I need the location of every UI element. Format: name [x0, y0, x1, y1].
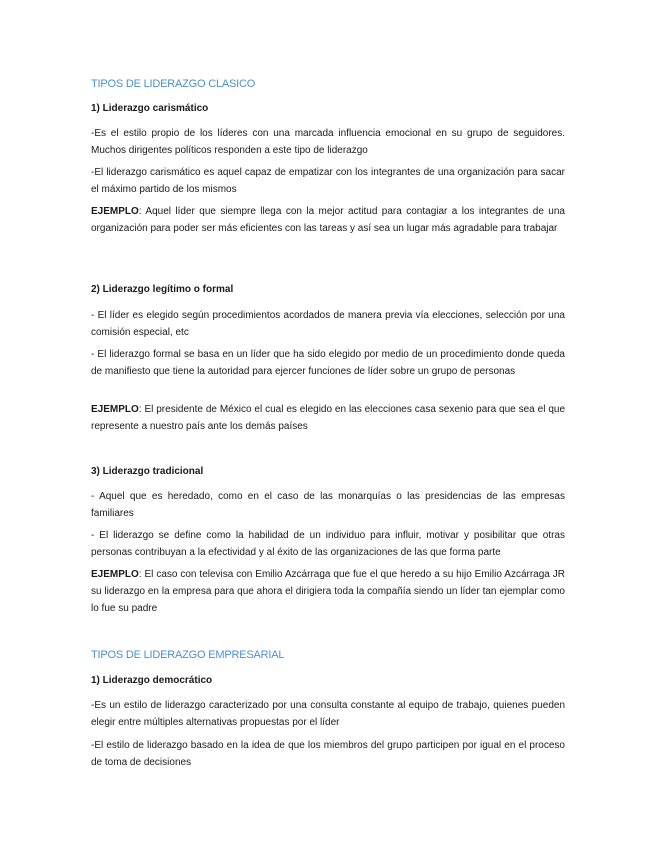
paragraph: - El liderazgo se define como la habilidad de un individuo para influir, motivar y posibilitar que otras personas contribuyan a la efectividad y al éxito de las organizaciones de las que forma parte	[91, 530, 565, 558]
paragraph: - Aquel que es heredado, como en el caso de las monarquías o las presidencias de las empresas familiares	[91, 491, 565, 519]
section-heading-clasico: TIPOS DE LIDERAZGO CLASICO	[91, 78, 256, 90]
example-text: : Aquel líder que siempre llega con la mejor actitud para contagiar a los integrantes de una organización para poder ser más eficientes con las tareas y así sea un lugar más agradable para trabajar	[91, 206, 565, 234]
example-paragraph	[91, 566, 565, 617]
paragraph: - El liderazgo formal se basa en un líder que ha sido elegido por medio de un procedimiento donde queda de manifiesto que tiene la autoridad para ejercer funciones de líder sobre un grupo de personas	[91, 349, 565, 377]
example-label: EJEMPLO	[91, 404, 139, 415]
example-text: : El caso con televisa con Emilio Azcárraga que fue el que heredo a su hijo Emilio Azcárraga JR su liderazgo en la empresa para que ahora el dirigiera toda la compañía siendo un líder tan ejemplar como lo fue su padre	[91, 569, 565, 614]
paragraph: -Es un estilo de liderazgo caracterizado por una consulta constante al equipo de trabajo, quienes pueden elegir entre múltiples alternativas propuestas por el líder	[91, 700, 565, 728]
example-paragraph	[91, 401, 565, 435]
example-text: : El presidente de México el cual es elegido en las elecciones casa sexenio para que sea el que represente a nuestro país ante los demás países	[91, 404, 565, 432]
subheading-carismatico: 1) Liderazgo carismático	[91, 103, 209, 114]
paragraph: -El estilo de liderazgo basado en la idea de que los miembros del grupo participen por igual en el proceso de toma de decisiones	[91, 740, 565, 768]
example-label: EJEMPLO	[91, 569, 139, 580]
subheading-tradicional: 3) Liderazgo tradicional	[91, 466, 204, 477]
paragraph: - El líder es elegido según procedimientos acordados de manera previa vía elecciones, selección por una comisión especial, etc	[91, 310, 565, 338]
example-paragraph	[91, 203, 565, 237]
paragraph: -Es el estilo propio de los líderes con una marcada influencia emocional en su grupo de seguidores. Muchos dirigentes políticos responden a este tipo de liderazgo	[91, 128, 565, 156]
paragraph: -El liderazgo carismático es aquel capaz de empatizar con los integrantes de una organización para sacar el máximo partido de los mismos	[91, 167, 565, 195]
section-heading-empresarial: TIPOS DE LIDERAZGO EMPRESARIAL	[91, 649, 285, 661]
subheading-legitimo: 2) Liderazgo legítimo o formal	[91, 284, 234, 295]
example-label: EJEMPLO	[91, 206, 139, 217]
subheading-democratico: 1) Liderazgo democrático	[91, 675, 213, 686]
